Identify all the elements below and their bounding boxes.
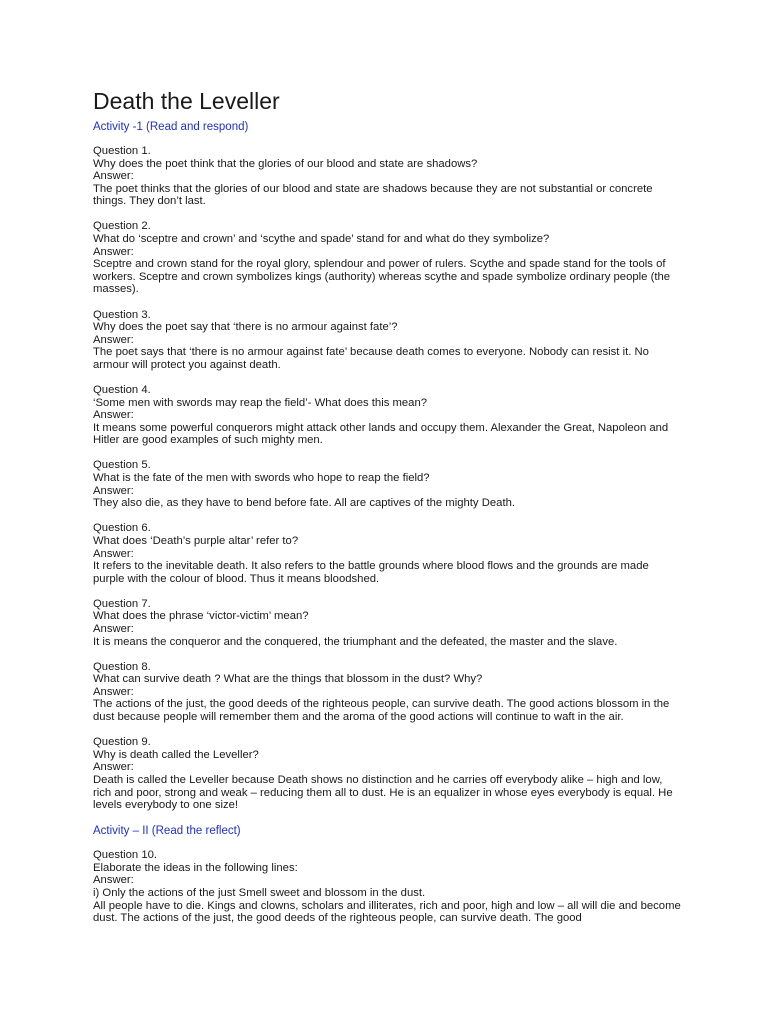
answer-label: Answer: <box>93 409 134 422</box>
answer-label: Answer: <box>93 333 134 346</box>
question-number: Question 4. <box>93 384 151 396</box>
answer-label: Answer: <box>93 874 134 887</box>
answer-text: It is means the conqueror and the conquered, the triumphant and the defeated, the master and the slave. <box>93 635 618 648</box>
quoted-line: i) Only the actions of the just Smell sweet and blossom in the dust. <box>93 887 426 899</box>
question-block-3 <box>93 309 683 372</box>
question-text: Elaborate the ideas in the following lines: <box>93 861 298 874</box>
question-number: Question 5. <box>93 459 151 472</box>
question-number: Question 1. <box>93 145 151 157</box>
answer-text: The poet thinks that the glories of our blood and state are shadows because they are not substantial or concrete things. They don’t last. <box>93 182 653 208</box>
question-text: Why is death called the Leveller? <box>93 748 259 761</box>
question-block-9 <box>93 736 683 812</box>
question-block-2 <box>93 220 683 296</box>
question-text: What can survive death ? What are the things that blossom in the dust? Why? <box>93 673 483 686</box>
question-number: Question 3. <box>93 308 151 321</box>
question-number: Question 7. <box>93 597 151 610</box>
answer-label: Answer: <box>93 245 134 258</box>
question-number: Question 10. <box>93 849 158 862</box>
question-block-6 <box>93 522 683 585</box>
answer-label: Answer: <box>93 484 134 497</box>
answer-text: The poet says that ‘there is no armour against fate’ because death comes to everyone. Nobody can resist it. No armour will protect you against death. <box>93 346 649 371</box>
question-number: Question 8. <box>93 660 151 673</box>
page-title: Death the Leveller <box>93 88 280 114</box>
answer-label: Answer: <box>93 547 134 560</box>
question-text: What does the phrase ‘victor-victim’ mean? <box>93 610 309 623</box>
question-text: ‘Some men with swords may reap the field’- What does this mean? <box>93 396 428 409</box>
answer-label: Answer: <box>93 685 134 698</box>
answer-text: It refers to the inevitable death. It also refers to the battle grounds where blood flows and the grounds are made purple with the colour of blood. Thus it means bloodshed. <box>93 560 649 585</box>
answer-text: Sceptre and crown stand for the royal glory, splendour and power of rulers. Scythe and spade stand for the tools of workers. Sceptre and crown symbolizes kings (authority) whereas scythe and spade symbolize ordinary people (the masses). <box>93 258 671 296</box>
question-number: Question 9. <box>93 736 151 749</box>
answer-label: Answer: <box>93 170 134 183</box>
question-block-4 <box>93 384 683 447</box>
question-block-8 <box>93 661 683 724</box>
answer-label: Answer: <box>93 623 134 635</box>
question-text: What does ‘Death’s purple altar’ refer to? <box>93 534 299 547</box>
answer-text: All people have to die. Kings and clowns, scholars and illiterates, rich and poor, high and low – all will die and become dust. The actions of the just, the good deeds of the righteous people, can survive death. The good <box>93 899 681 925</box>
answer-text: Death is called the Leveller because Death shows no distinction and he carries off everybody alike – high and low, rich and poor, strong and weak – reducing them all to dust. He is an equalizer in whose eyes everybody is equal. He levels everybody to one size! <box>93 773 673 812</box>
answer-text: It means some powerful conquerors might attack other lands and occupy them. Alexander the Great, Napoleon and Hitler are good examples of such mighty men. <box>93 421 669 447</box>
question-text: Why does the poet think that the glories of our blood and state are shadows? <box>93 157 478 170</box>
spacer <box>93 812 683 825</box>
question-block-7 <box>93 598 683 648</box>
question-number: Question 2. <box>93 220 151 233</box>
question-text: What is the fate of the men with swords who hope to reap the field? <box>93 472 430 485</box>
document-page <box>93 88 683 925</box>
answer-text: They also die, as they have to bend before fate. All are captives of the mighty Death. <box>93 497 516 510</box>
activity-heading-2: Activity – II (Read the reflect) <box>93 825 241 838</box>
question-number: Question 6. <box>93 522 151 535</box>
question-block-10 <box>93 849 683 925</box>
answer-text: The actions of the just, the good deeds of the righteous people, can survive death. The good actions blossom in the dust because people will remember them and the aroma of the good actions will continue to waft in the air. <box>93 698 670 724</box>
question-block-1 <box>93 145 683 208</box>
answer-label: Answer: <box>93 761 134 774</box>
question-block-5 <box>93 459 683 509</box>
question-text: Why does the poet say that ‘there is no armour against fate’? <box>93 321 398 334</box>
activity-heading-1: Activity -1 (Read and respond) <box>93 121 249 133</box>
question-text: What do ‘sceptre and crown’ and ‘scythe and spade’ stand for and what do they symbolize? <box>93 233 550 246</box>
